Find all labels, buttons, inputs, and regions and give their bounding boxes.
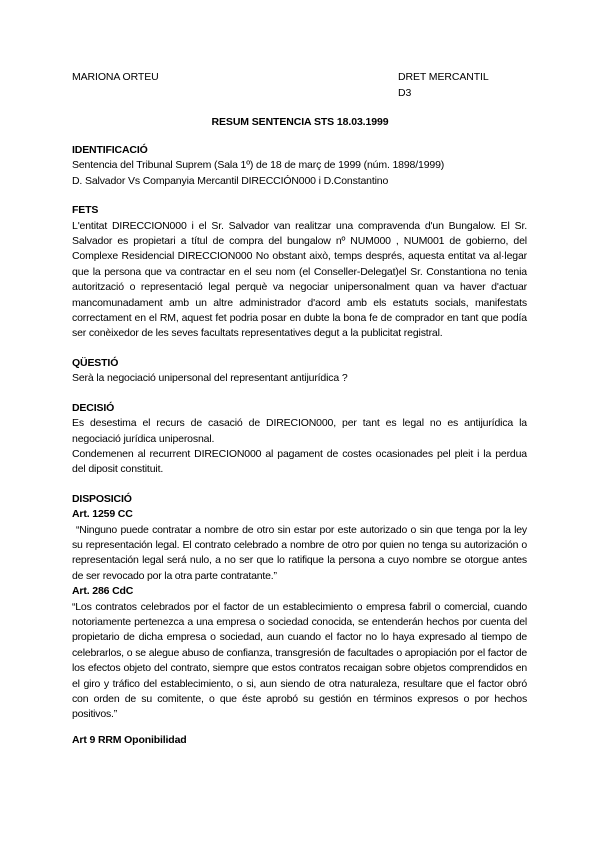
fets-text: L'entitat DIRECCION000 i el Sr. Salvador van realitzar una compravenda d'un Bungalow. El Sr. Salvador es propietari a títul de compra del bungalow nº NUM000 , NUM001 de gobierno, del Complexe Residencial DIRECCION000 No obstant això, temps després, aquesta entitat va al·legar que la persona que va contractar en el seu nom (el Conseller-Delegat)el Sr. Constantiona no tenia autorització o representació legal perquè va negociar unipersonalment quan va haver d'actuar mancomunadament amb un altre administrador d'acord amb els estatuts socials, manifestats correctament en el RM, aquest fet podria posar en dubte la bona fe de comprador en tant que podía ser conèixedor de les seves facultats representatives degut a la publicitat registral. [72, 219, 527, 340]
article-286-title: Art. 286 CdC [72, 585, 134, 598]
section-identificacio [72, 143, 527, 189]
course-code: D3 [398, 87, 412, 99]
article-1259-title: Art. 1259 CC [72, 508, 133, 521]
document-title: RESUM SENTENCIA STS 18.03.1999 [211, 116, 389, 128]
document-body [72, 143, 527, 748]
section-decisio [72, 401, 527, 478]
section-fets [72, 203, 527, 342]
section-heading-fets: FETS [72, 204, 99, 217]
identificacio-line-2: D. Salvador Vs Companyia Mercantil DIRECCIÓN000 i D.Constantino [72, 174, 389, 187]
author-name: MARIONA ORTEU [72, 71, 159, 83]
questio-text: Serà la negociació unipersonal del representant antijurídica ? [72, 372, 348, 385]
decisio-text-1: Es desestima el recurs de casació de DIRECION000, per tant es legal no es antijurídica la negociació jurídica uniperosnal. [72, 417, 527, 445]
decisio-text-2: Condemenen al recurrent DIRECION000 al pagament de costes ocasionades pel pleit i la perdua del diposit constituit. [72, 447, 527, 476]
article-286-text: “Los contratos celebrados por el factor de un establecimiento o empresa fabril o comercial, cuando notoriamente pertenezca a una empresa o sociedad conocida, se entenderán hechos por cuenta del propietario de dicha empresa o sociedad, aun cuando el factor no lo haya expresado al tiempo de celebrarlos, o se alegue abuso de confianza, transgresión de facultades o apropiación por el factor de los efectos objeto del contrato, siempre que estos contratos recaigan sobre objetos comprendidos en el giro y tráfico del establecimiento, o si, aun siendo de otra naturaleza, resultare que el factor obró con orden de su comitente, o que éste aprobó su gestión en términos expresos o por hechos positivos.” [72, 600, 527, 721]
section-heading-identificacio: IDENTIFICACIÓ [72, 144, 148, 156]
identificacio-line-1: Sentencia del Tribunal Suprem (Sala 1º) de 18 de març de 1999 (núm. 1898/1999) [72, 159, 445, 172]
section-heading-questio: QÜESTIÓ [72, 356, 119, 369]
article-1259-text: “Ninguno puede contratar a nombre de otro sin estar por este autorizado o sin que tenga por la ley su representación legal. El contrato celebrado a nombre de otro por quien no tenga su autorización o representación legal será nulo, a no ser que lo ratifique la persona a cuyo nombre se otorgue antes de ser revocado por la otra parte contratante.” [72, 523, 527, 582]
section-questio [72, 356, 527, 387]
section-heading-disposicio: DISPOSICIÓ [72, 492, 132, 505]
section-disposicio [72, 492, 527, 749]
header-right [398, 69, 489, 101]
subject-label: DRET MERCANTIL [398, 71, 489, 83]
section-heading-decisio: DECISIÓ [72, 401, 115, 414]
article-9-rrm-title: Art 9 RRM Oponibilidad [72, 733, 187, 746]
